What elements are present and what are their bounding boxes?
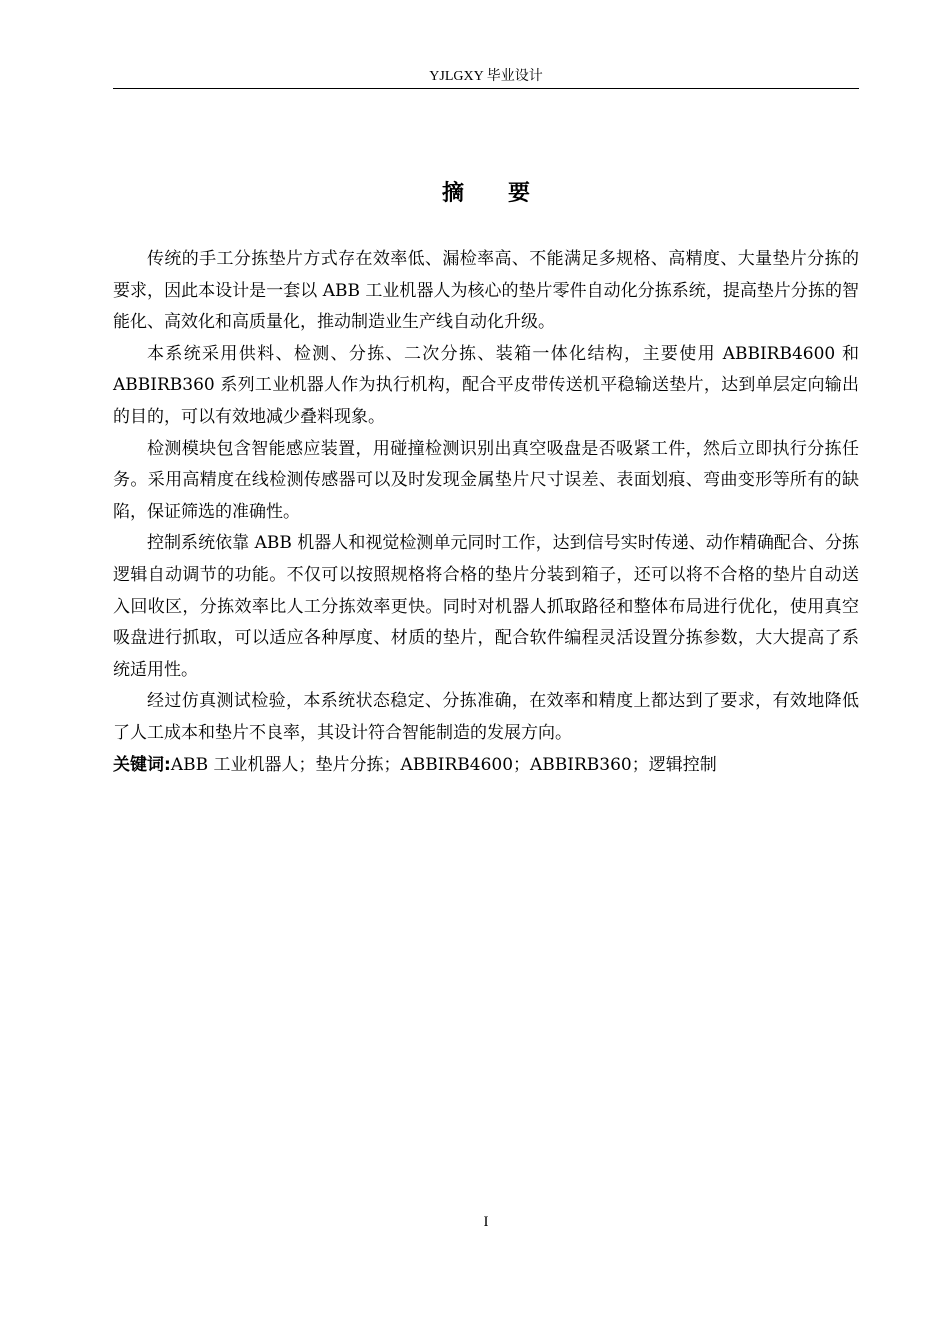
running-header: YJLGXY 毕业设计	[429, 69, 543, 84]
abstract-paragraph-5: 经过仿真测试检验，本系统状态稳定、分拣准确，在效率和精度上都达到了要求，有效地降低了人工成本和垫片不良率，其设计符合智能制造的发展方向。	[113, 691, 859, 743]
header-divider	[113, 88, 859, 89]
abstract-paragraph-2: 本系统采用供料、检测、分拣、二次分拣、装箱一体化结构，主要使用 ABBIRB4600 和 ABBIRB360 系列工业机器人作为执行机构，配合平皮带传送机平稳输送垫片，达到单层定向输出的目的，可以有效地减少叠料现象。	[113, 343, 859, 427]
title-char-1: 摘	[441, 181, 464, 206]
title-char-2: 要	[508, 181, 531, 206]
abstract-paragraph-1: 传统的手工分拣垫片方式存在效率低、漏检率高、不能满足多规格、高精度、大量垫片分拣的要求，因此本设计是一套以 ABB 工业机器人为核心的垫片零件自动化分拣系统，提高垫片分拣的智能化、高效化和高质量化，推动制造业生产线自动化升级。	[113, 249, 859, 333]
keywords-label: 关键词:	[113, 754, 171, 775]
abstract-paragraph-3: 检测模块包含智能感应装置，用碰撞检测识别出真空吸盘是否吸紧工件，然后立即执行分拣任务。采用高精度在线检测传感器可以及时发现金属垫片尺寸误差、表面划痕、弯曲变形等所有的缺陷，保证筛选的准确性。	[113, 438, 859, 522]
keywords-text: ABB 工业机器人；垫片分拣；ABBIRB4600；ABBIRB360；逻辑控制	[170, 754, 717, 775]
abstract-title	[113, 178, 859, 210]
abstract-paragraph-4: 控制系统依靠 ABB 机器人和视觉检测单元同时工作，达到信号实时传递、动作精确配合、分拣逻辑自动调节的功能。不仅可以按照规格将合格的垫片分装到箱子，还可以将不合格的垫片自动送入回收区，分拣效率比人工分拣效率更快。同时对机器人抓取路径和整体布局进行优化，使用真空吸盘进行抓取，可以适应各种厚度、材质的垫片，配合软件编程灵活设置分拣参数，大大提高了系统适用性。	[113, 533, 859, 680]
keywords-line	[113, 750, 859, 782]
page-number: I	[483, 1214, 489, 1230]
abstract-body	[113, 244, 859, 781]
